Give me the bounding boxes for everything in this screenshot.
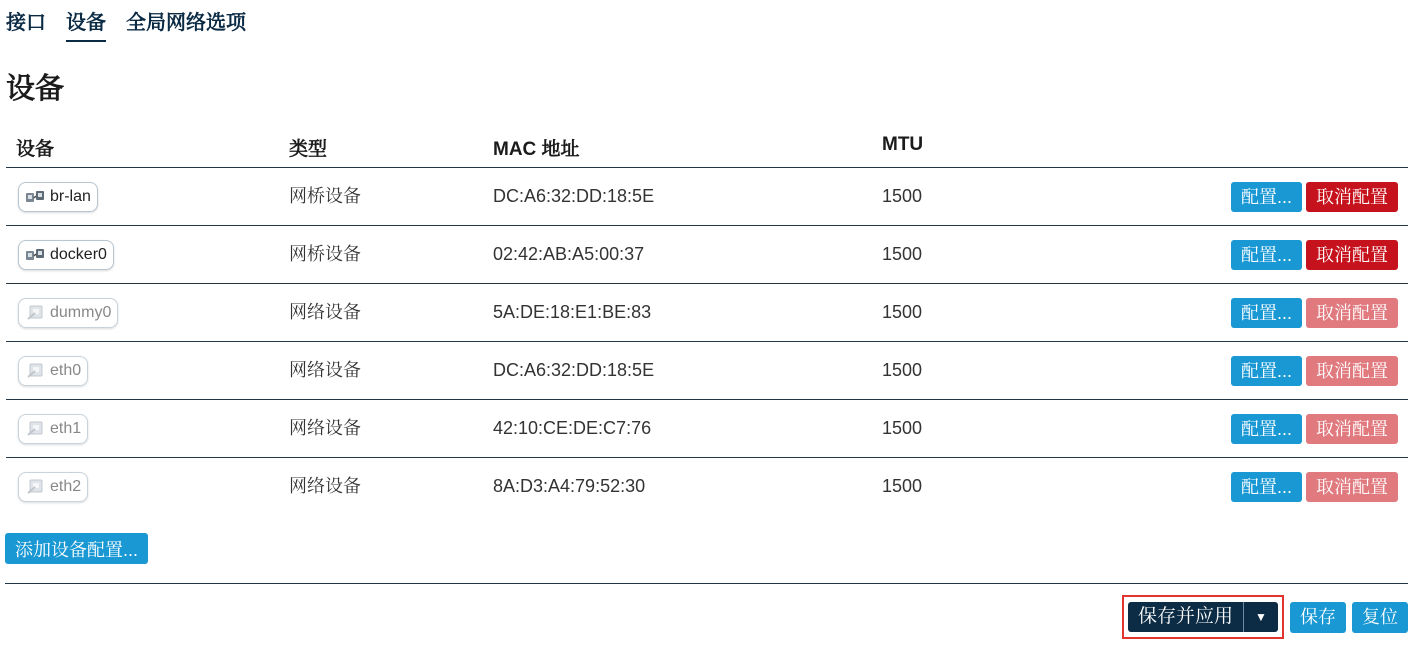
- page-title: 设备: [6, 73, 65, 105]
- mac-address: 42:10:CE:DE:C7:76: [493, 418, 652, 438]
- mtu-value: 1500: [882, 186, 923, 206]
- table-row: [6, 226, 1408, 284]
- row-actions: [1231, 414, 1398, 444]
- configure-button[interactable]: 配置...: [1231, 356, 1302, 386]
- add-device-config-button[interactable]: 添加设备配置...: [5, 533, 148, 564]
- table-row: [6, 168, 1408, 226]
- device-name: eth1: [50, 420, 82, 437]
- table-body: [6, 168, 1408, 516]
- configure-button[interactable]: 配置...: [1231, 472, 1302, 502]
- unconfigure-button[interactable]: 取消配置: [1306, 182, 1398, 212]
- mtu-value: 1500: [882, 418, 923, 438]
- header-mac: MAC 地址: [493, 139, 580, 160]
- row-actions: [1231, 182, 1398, 212]
- save-apply-button[interactable]: 保存并应用: [1128, 602, 1244, 632]
- devices-table: [6, 124, 1408, 516]
- row-actions: [1231, 472, 1398, 502]
- header-type: 类型: [289, 139, 328, 160]
- row-actions: [1231, 240, 1398, 270]
- bridge-icon: [25, 188, 45, 206]
- mac-address: 02:42:AB:A5:00:37: [493, 244, 645, 264]
- tab-interfaces[interactable]: 接口: [6, 12, 46, 34]
- unconfigure-button[interactable]: 取消配置: [1306, 414, 1398, 444]
- mac-address: DC:A6:32:DD:18:5E: [493, 186, 655, 206]
- device-type: 网桥设备: [289, 244, 361, 264]
- footer-divider: [5, 583, 1408, 584]
- highlight-box: [1122, 595, 1284, 639]
- configure-button[interactable]: 配置...: [1231, 414, 1302, 444]
- configure-button[interactable]: 配置...: [1231, 182, 1302, 212]
- unconfigure-button[interactable]: 取消配置: [1306, 356, 1398, 386]
- unconfigure-button[interactable]: 取消配置: [1306, 472, 1398, 502]
- device-name: docker0: [50, 246, 107, 263]
- device-name: dummy0: [50, 304, 112, 321]
- tab-global-network-options[interactable]: 全局网络选项: [126, 12, 246, 34]
- table-row: [6, 342, 1408, 400]
- table-row: [6, 458, 1408, 516]
- mtu-value: 1500: [882, 302, 923, 322]
- save-apply-split-button: [1128, 602, 1278, 632]
- header-device: 设备: [16, 139, 55, 160]
- device-badge[interactable]: [18, 472, 88, 502]
- mtu-value: 1500: [882, 360, 923, 380]
- device-type: 网络设备: [289, 418, 361, 438]
- mac-address: 5A:DE:18:E1:BE:83: [493, 302, 652, 322]
- device-badge[interactable]: [18, 182, 98, 212]
- device-name: br-lan: [50, 188, 91, 205]
- device-type: 网络设备: [289, 476, 361, 496]
- ethernet-icon: [25, 362, 45, 380]
- device-badge[interactable]: [18, 356, 88, 386]
- ethernet-icon: [25, 304, 45, 322]
- configure-button[interactable]: 配置...: [1231, 240, 1302, 270]
- device-name: eth0: [50, 362, 82, 379]
- unconfigure-button[interactable]: 取消配置: [1306, 298, 1398, 328]
- mac-address: DC:A6:32:DD:18:5E: [493, 360, 655, 380]
- table-row: [6, 284, 1408, 342]
- ethernet-icon: [25, 420, 45, 438]
- footer-actions: [1122, 595, 1408, 639]
- header-mtu: MTU: [882, 134, 924, 155]
- ethernet-icon: [25, 478, 45, 496]
- mtu-value: 1500: [882, 476, 923, 496]
- dropdown-arrow-icon[interactable]: ▼: [1255, 610, 1267, 624]
- tab-devices[interactable]: 设备: [66, 10, 106, 42]
- tab-bar: [6, 10, 246, 42]
- device-badge[interactable]: [18, 298, 118, 328]
- reset-button[interactable]: 复位: [1352, 602, 1408, 633]
- table-row: [6, 400, 1408, 458]
- row-actions: [1231, 298, 1398, 328]
- mac-address: 8A:D3:A4:79:52:30: [493, 476, 646, 496]
- device-badge[interactable]: [18, 414, 88, 444]
- save-button[interactable]: 保存: [1290, 602, 1346, 633]
- row-actions: [1231, 356, 1398, 386]
- device-type: 网桥设备: [289, 186, 361, 206]
- bridge-icon: [25, 246, 45, 264]
- table-header: [6, 124, 1408, 168]
- device-type: 网络设备: [289, 302, 361, 322]
- device-name: eth2: [50, 478, 82, 495]
- device-badge[interactable]: [18, 240, 114, 270]
- mtu-value: 1500: [882, 244, 923, 264]
- configure-button[interactable]: 配置...: [1231, 298, 1302, 328]
- device-type: 网络设备: [289, 360, 361, 380]
- unconfigure-button[interactable]: 取消配置: [1306, 240, 1398, 270]
